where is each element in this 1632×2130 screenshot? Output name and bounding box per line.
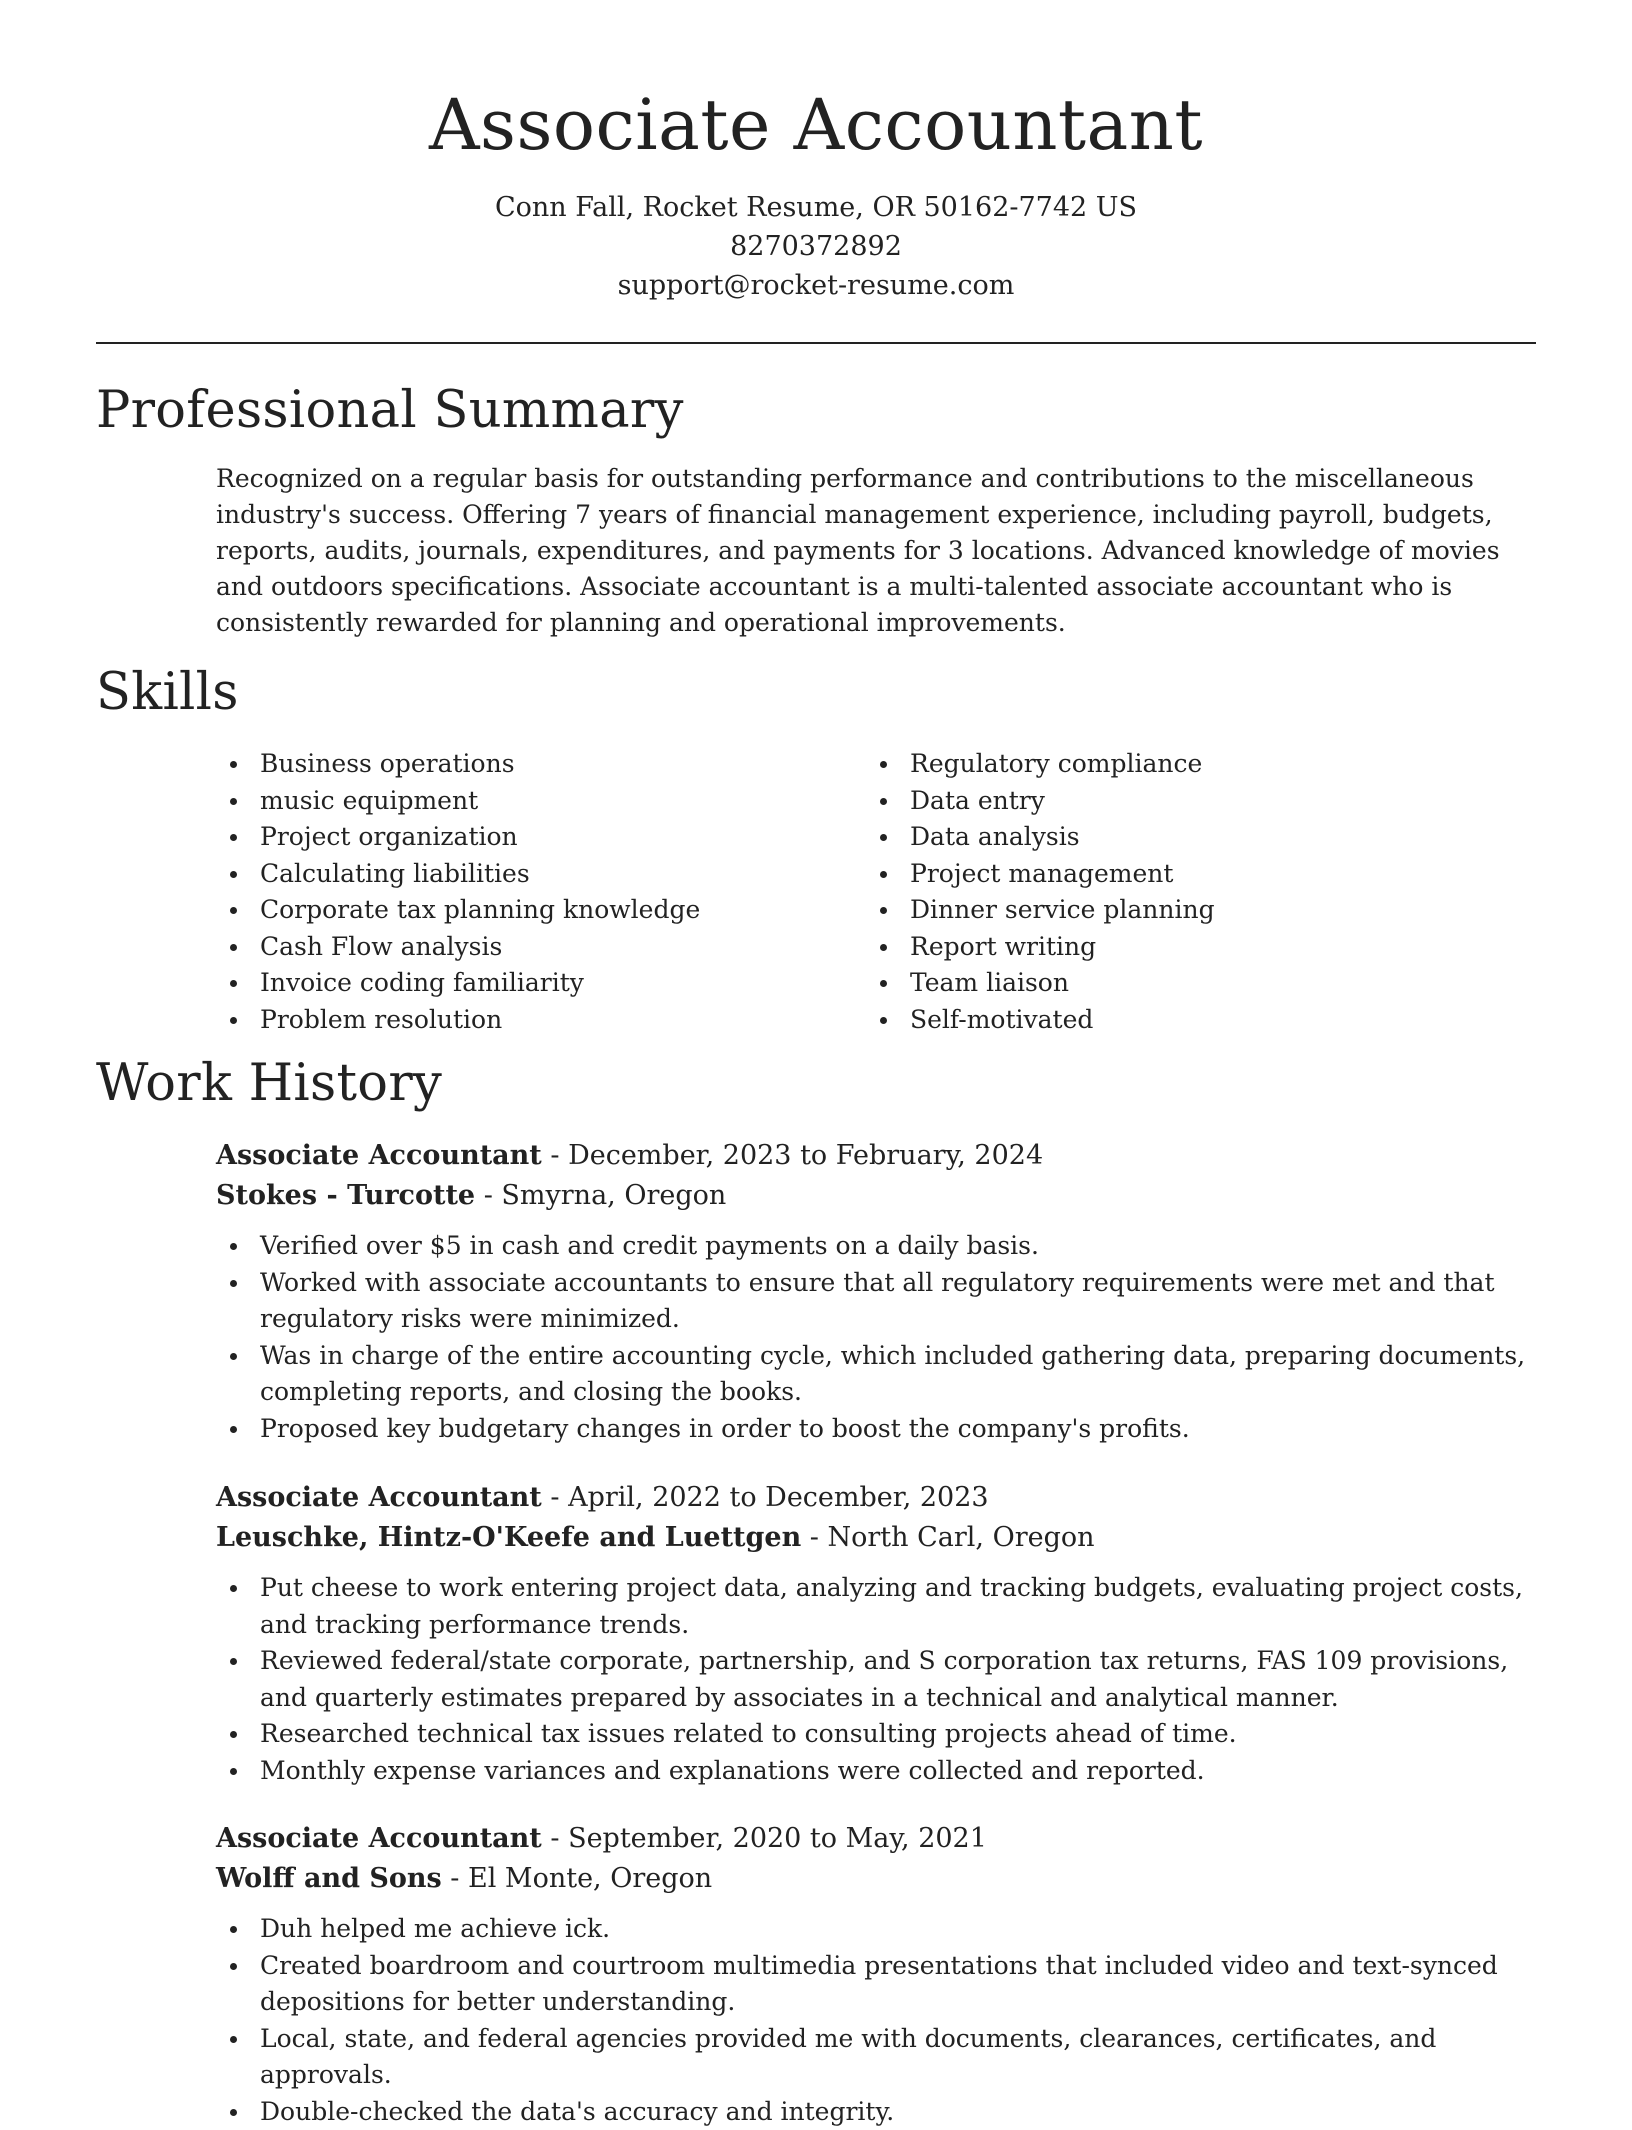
job-bullets (216, 1911, 1536, 2130)
skill-item: Data entry (866, 783, 1516, 820)
header-divider (96, 342, 1536, 344)
job-bullet: Verified over $5 in cash and credit payments on a daily basis. (216, 1228, 1536, 1265)
job-title-line (216, 1136, 1536, 1176)
skill-item: Project organization (216, 819, 866, 856)
job-company: Leuschke, Hintz-O'Keefe and Luettgen (216, 1522, 801, 1553)
skill-item: Dinner service planning (866, 892, 1516, 929)
skill-item: Self-motivated (866, 1002, 1516, 1039)
skills-column-left (216, 746, 866, 1038)
job-bullets (216, 1570, 1536, 1789)
job-title-line (216, 1819, 1536, 1859)
job-bullet: Reviewed federal/state corporate, partnership, and S corporation tax returns, FAS 109 provisions, and quarterly estimates prepared by associates in a technical and analytical manner. (216, 1643, 1536, 1716)
job-bullet: Created boardroom and courtroom multimedia presentations that included video and text-synced depositions for better understanding. (216, 1948, 1536, 2021)
resume-title: Associate Accountant (0, 80, 1632, 170)
skill-item: Team liaison (866, 965, 1516, 1002)
job-bullet: Local, state, and federal agencies provided me with documents, clearances, certificates, and approvals. (216, 2021, 1536, 2094)
job-dates: September, 2020 to May, 2021 (568, 1823, 987, 1854)
skill-item: Report writing (866, 929, 1516, 966)
contact-address: Conn Fall, Rocket Resume, OR 50162-7742 US (0, 188, 1632, 227)
job-title: Associate Accountant (216, 1140, 542, 1171)
job-company-line (216, 1176, 1536, 1216)
skill-item: Cash Flow analysis (216, 929, 866, 966)
job-bullet: Monthly expense variances and explanations were collected and reported. (216, 1753, 1536, 1790)
skill-item: Problem resolution (216, 1002, 866, 1039)
job-dates: December, 2023 to February, 2024 (568, 1140, 1043, 1171)
skill-item: Project management (866, 856, 1516, 893)
skill-item: Corporate tax planning knowledge (216, 892, 866, 929)
job-bullet: Double-checked the data's accuracy and integrity. (216, 2094, 1536, 2130)
separator: - (542, 1140, 568, 1171)
skills-heading: Skills (96, 663, 239, 723)
skills-column-right (866, 746, 1516, 1038)
job-bullet: Was in charge of the entire accounting cycle, which included gathering data, preparing documents, completing reports, and closing the books. (216, 1338, 1536, 1411)
work-history-heading: Work History (96, 1054, 442, 1114)
job-location: Smyrna, Oregon (501, 1180, 726, 1211)
contact-email: support@rocket-resume.com (0, 266, 1632, 305)
skill-item: Calculating liabilities (216, 856, 866, 893)
job-location: North Carl, Oregon (828, 1522, 1095, 1553)
resume-header (0, 80, 1632, 305)
job-bullets (216, 1228, 1536, 1447)
job-title-line (216, 1478, 1536, 1518)
skill-item: Data analysis (866, 819, 1516, 856)
job-bullet: Researched technical tax issues related to consulting projects ahead of time. (216, 1716, 1536, 1753)
job-bullet: Proposed key budgetary changes in order to boost the company's profits. (216, 1411, 1536, 1448)
job-location: El Monte, Oregon (468, 1863, 712, 1894)
job-company: Stokes - Turcotte (216, 1180, 475, 1211)
job-title: Associate Accountant (216, 1823, 542, 1854)
job-title: Associate Accountant (216, 1482, 542, 1513)
job-company: Wolff and Sons (216, 1863, 442, 1894)
separator: - (542, 1823, 568, 1854)
job-bullet: Duh helped me achieve ick. (216, 1911, 1536, 1948)
skills-list (216, 746, 1536, 1038)
job-company-line (216, 1518, 1536, 1558)
job-entry (216, 1478, 1536, 1789)
contact-phone: 8270372892 (0, 227, 1632, 266)
job-bullet: Worked with associate accountants to ensure that all regulatory requirements were met and that regulatory risks were minimized. (216, 1265, 1536, 1338)
separator: - (475, 1180, 501, 1211)
job-company-line (216, 1859, 1536, 1899)
job-bullet: Put cheese to work entering project data, analyzing and tracking budgets, evaluating project costs, and tracking performance trends. (216, 1570, 1536, 1643)
job-entry (216, 1819, 1536, 2130)
separator: - (542, 1482, 568, 1513)
summary-heading: Professional Summary (96, 381, 684, 441)
summary-text: Recognized on a regular basis for outstanding performance and contributions to the miscellaneous industry's success. Offering 7 years of financial management experience, including payroll, budgets, reports, audits, journals, expenditures, and payments for 3 locations. Advanced knowledge of movies and outdoors specifications. Associate accountant is a multi-talented associate accountant who is consistently rewarded for planning and operational improvements. (216, 461, 1536, 641)
skill-item: Regulatory compliance (866, 746, 1516, 783)
job-dates: April, 2022 to December, 2023 (568, 1482, 989, 1513)
skill-item: music equipment (216, 783, 866, 820)
separator: - (801, 1522, 827, 1553)
skill-item: Business operations (216, 746, 866, 783)
separator: - (442, 1863, 468, 1894)
skill-item: Invoice coding familiarity (216, 965, 866, 1002)
job-entry (216, 1136, 1536, 1447)
